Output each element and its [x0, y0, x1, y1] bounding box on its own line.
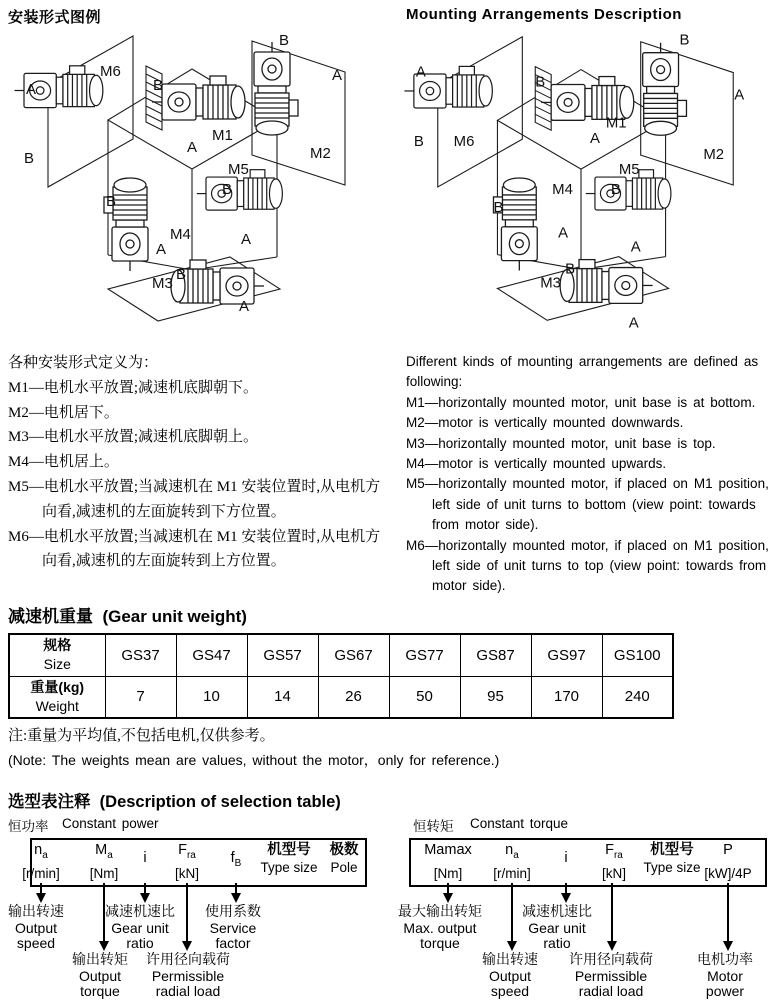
col-i: i	[564, 850, 568, 866]
label-m2: M2	[310, 145, 331, 162]
label-b: B	[24, 150, 35, 167]
definition-line: 向看,减速机的左面旋转到下方位置。	[42, 503, 286, 520]
subtitle-cn: 恒转矩	[413, 819, 454, 834]
arrow	[565, 883, 567, 893]
callout-output-torque: 输出转矩 Output torque	[72, 953, 128, 999]
col-type: 机型号 Type size	[643, 842, 701, 875]
selection-heading	[8, 788, 341, 812]
label-m3: M3	[152, 275, 173, 292]
col-na: $n_a$ [r/min]	[22, 842, 60, 881]
label-a: A	[26, 81, 37, 98]
weight-cell: 170	[531, 676, 602, 718]
label-a: A	[156, 241, 167, 258]
label-b: B	[279, 32, 290, 49]
subtitle-en: Constant power	[62, 816, 159, 831]
label-a: A	[332, 67, 343, 84]
note-cn: 注:重量为平均值,不包括电机,仅供参考。	[8, 728, 275, 744]
definition-line: from motor side).	[432, 517, 539, 533]
title-mounting-en: Mounting Arrangements Description	[406, 6, 682, 23]
size-cell: GS47	[176, 634, 247, 676]
motor-m4	[104, 178, 148, 271]
weight-cell: 240	[602, 676, 673, 718]
arrow	[144, 883, 146, 893]
label-a: A	[628, 314, 639, 332]
label-a: A	[558, 224, 569, 242]
col-fb: $f_B$	[230, 850, 242, 869]
label-a: A	[187, 139, 198, 156]
definitions-cn	[8, 351, 392, 574]
col-fra: $F_{ra}$ [kN]	[601, 842, 626, 881]
selection-heading-en: (Description of selection table)	[99, 793, 341, 811]
size-cell: GS87	[460, 634, 531, 676]
definition-line: M2—电机居下。	[8, 404, 119, 421]
selection-right	[390, 812, 780, 1004]
plane-m6	[48, 36, 133, 187]
label-m1: M1	[212, 127, 233, 144]
label-b: B	[493, 198, 504, 216]
motor-m1-plate	[146, 66, 162, 130]
table-row-weights	[9, 676, 673, 718]
size-header-cell: 规格 Size	[9, 634, 105, 676]
definition-line: M4—电机居上。	[8, 454, 119, 471]
selection-left	[0, 812, 390, 1004]
definition-line: motor side).	[432, 578, 506, 594]
weight-cell: 50	[389, 676, 460, 718]
label-a: A	[239, 298, 250, 315]
table-row-sizes	[9, 634, 673, 676]
motor-m1	[152, 76, 245, 120]
label-m6: M6	[100, 63, 121, 80]
note-en: (Note: The weights mean are values, without the motor，only for reference.)	[8, 752, 500, 768]
definition-line: M1—电机水平放置;减速机底脚朝下。	[8, 379, 259, 396]
size-cell: GS100	[602, 634, 673, 676]
mounting-diagram-right	[390, 24, 778, 342]
definitions-cn-intro: 各种安装形式定义为：	[8, 355, 159, 371]
label-b: B	[610, 180, 621, 198]
label-a: A	[589, 130, 600, 148]
col-na: $n_a$ [r/min]	[493, 842, 531, 881]
col-type: 机型号 Type size	[260, 842, 318, 875]
size-cell: GS67	[318, 634, 389, 676]
label-a: A	[734, 86, 745, 104]
label-m5: M5	[228, 161, 249, 178]
label-b: B	[153, 77, 164, 94]
label-b: B	[535, 73, 546, 91]
definitions-en	[406, 352, 776, 597]
callout-output-speed: 输出转速 Output speed	[8, 905, 64, 951]
weight-cell: 14	[247, 676, 318, 718]
definition-line: M3—电机水平放置;减速机底脚朝上。	[8, 429, 259, 446]
definition-line: left side of unit turns to top (view point: towards from	[432, 558, 767, 574]
motor-m2	[643, 43, 687, 136]
label-m4: M4	[552, 180, 573, 198]
label-a: A	[241, 231, 252, 248]
col-p: P [kW]/4P	[704, 842, 752, 881]
label-b: B	[222, 181, 233, 198]
definition-line: M6—horizontally mounted motor, if placed on M1 position,	[406, 537, 769, 553]
definition-line: M1—horizontally mounted motor, unit base is at bottom.	[406, 394, 756, 410]
callout-motor-power: 电机功率 Motor power	[697, 953, 753, 999]
arrow	[40, 883, 42, 893]
weight-cell: 26	[318, 676, 389, 718]
motor-m2	[254, 42, 298, 135]
label-m5: M5	[618, 161, 640, 179]
weight-heading-cn: 减速机重量	[8, 607, 93, 626]
callout-output-speed: 输出转速 Output speed	[482, 953, 538, 999]
weight-header-cell: 重量(kg) Weight	[9, 676, 105, 718]
callout-ratio: 减速机速比 Gear unit ratio	[522, 905, 592, 951]
size-cell: GS97	[531, 634, 602, 676]
selection-heading-cn: 选型表注释	[8, 793, 91, 811]
col-i: i	[143, 850, 147, 866]
col-ma: $M_a$ [Nm]	[89, 842, 119, 881]
col-fra: $F_{ra}$ [kN]	[174, 842, 199, 881]
size-cell: GS57	[247, 634, 318, 676]
label-a: A	[630, 238, 641, 256]
label-b: B	[565, 260, 576, 278]
arrow	[235, 883, 237, 893]
label-m1: M1	[605, 114, 627, 132]
weight-cell: 10	[176, 676, 247, 718]
label-m3: M3	[540, 274, 561, 292]
arrow	[727, 883, 729, 941]
definition-line: Different kinds of mounting arrangements are defined as	[406, 354, 759, 369]
callout-radial-load: 许用径向载荷 Permissible radial load	[146, 953, 230, 999]
weight-cell: 95	[460, 676, 531, 718]
callout-radial-load: 许用径向载荷 Permissible radial load	[569, 953, 653, 999]
col-mamax: Mamax [Nm]	[424, 842, 472, 881]
subtitle-cn: 恒功率	[8, 819, 49, 834]
callout-max-output-torque: 最大输出转矩 Max. output torque	[398, 905, 482, 951]
definition-line: following:	[406, 374, 463, 390]
callout-service-factor: 使用系数 Service factor	[205, 905, 261, 951]
subtitle-en: Constant torque	[470, 816, 569, 831]
col-pole: 极数 Pole	[329, 842, 359, 875]
definition-line: M5—电机水平放置;当减速机在 M1 安装位置时,从电机方	[8, 478, 381, 495]
label-m6: M6	[453, 133, 475, 151]
definition-line: 向看,减速机的左面旋转到上方位置。	[42, 553, 286, 570]
definition-line: M2—motor is vertically mounted downwards.	[406, 415, 684, 431]
label-m2: M2	[703, 146, 725, 164]
motor-m4	[493, 178, 537, 271]
definition-line: M3—horizontally mounted motor, unit base is top.	[406, 435, 716, 451]
label-b: B	[176, 266, 187, 283]
weight-table	[8, 633, 674, 719]
size-cell: GS77	[389, 634, 460, 676]
label-a: A	[415, 63, 426, 81]
label-b: B	[679, 31, 690, 49]
definition-line: M5—horizontally mounted motor, if placed on M1 position,	[406, 476, 769, 492]
size-cell: GS37	[105, 634, 176, 676]
definition-line: M4—motor is vertically mounted upwards.	[406, 456, 667, 472]
arrow	[447, 883, 449, 893]
label-m4: M4	[170, 226, 191, 243]
definition-line: left side of unit turns to bottom (view point: towards	[432, 496, 756, 512]
weight-cell: 7	[105, 676, 176, 718]
definition-line: M6—电机水平放置;当减速机在 M1 安装位置时,从电机方	[8, 528, 381, 545]
label-b: B	[413, 133, 424, 151]
weight-heading	[8, 602, 247, 627]
mounting-diagram-left	[0, 24, 390, 342]
label-b: B	[106, 193, 117, 210]
callout-ratio: 减速机速比 Gear unit ratio	[105, 905, 175, 951]
title-mounting-cn: 安装形式图例	[8, 9, 102, 26]
weight-heading-en: (Gear unit weight)	[102, 607, 247, 626]
